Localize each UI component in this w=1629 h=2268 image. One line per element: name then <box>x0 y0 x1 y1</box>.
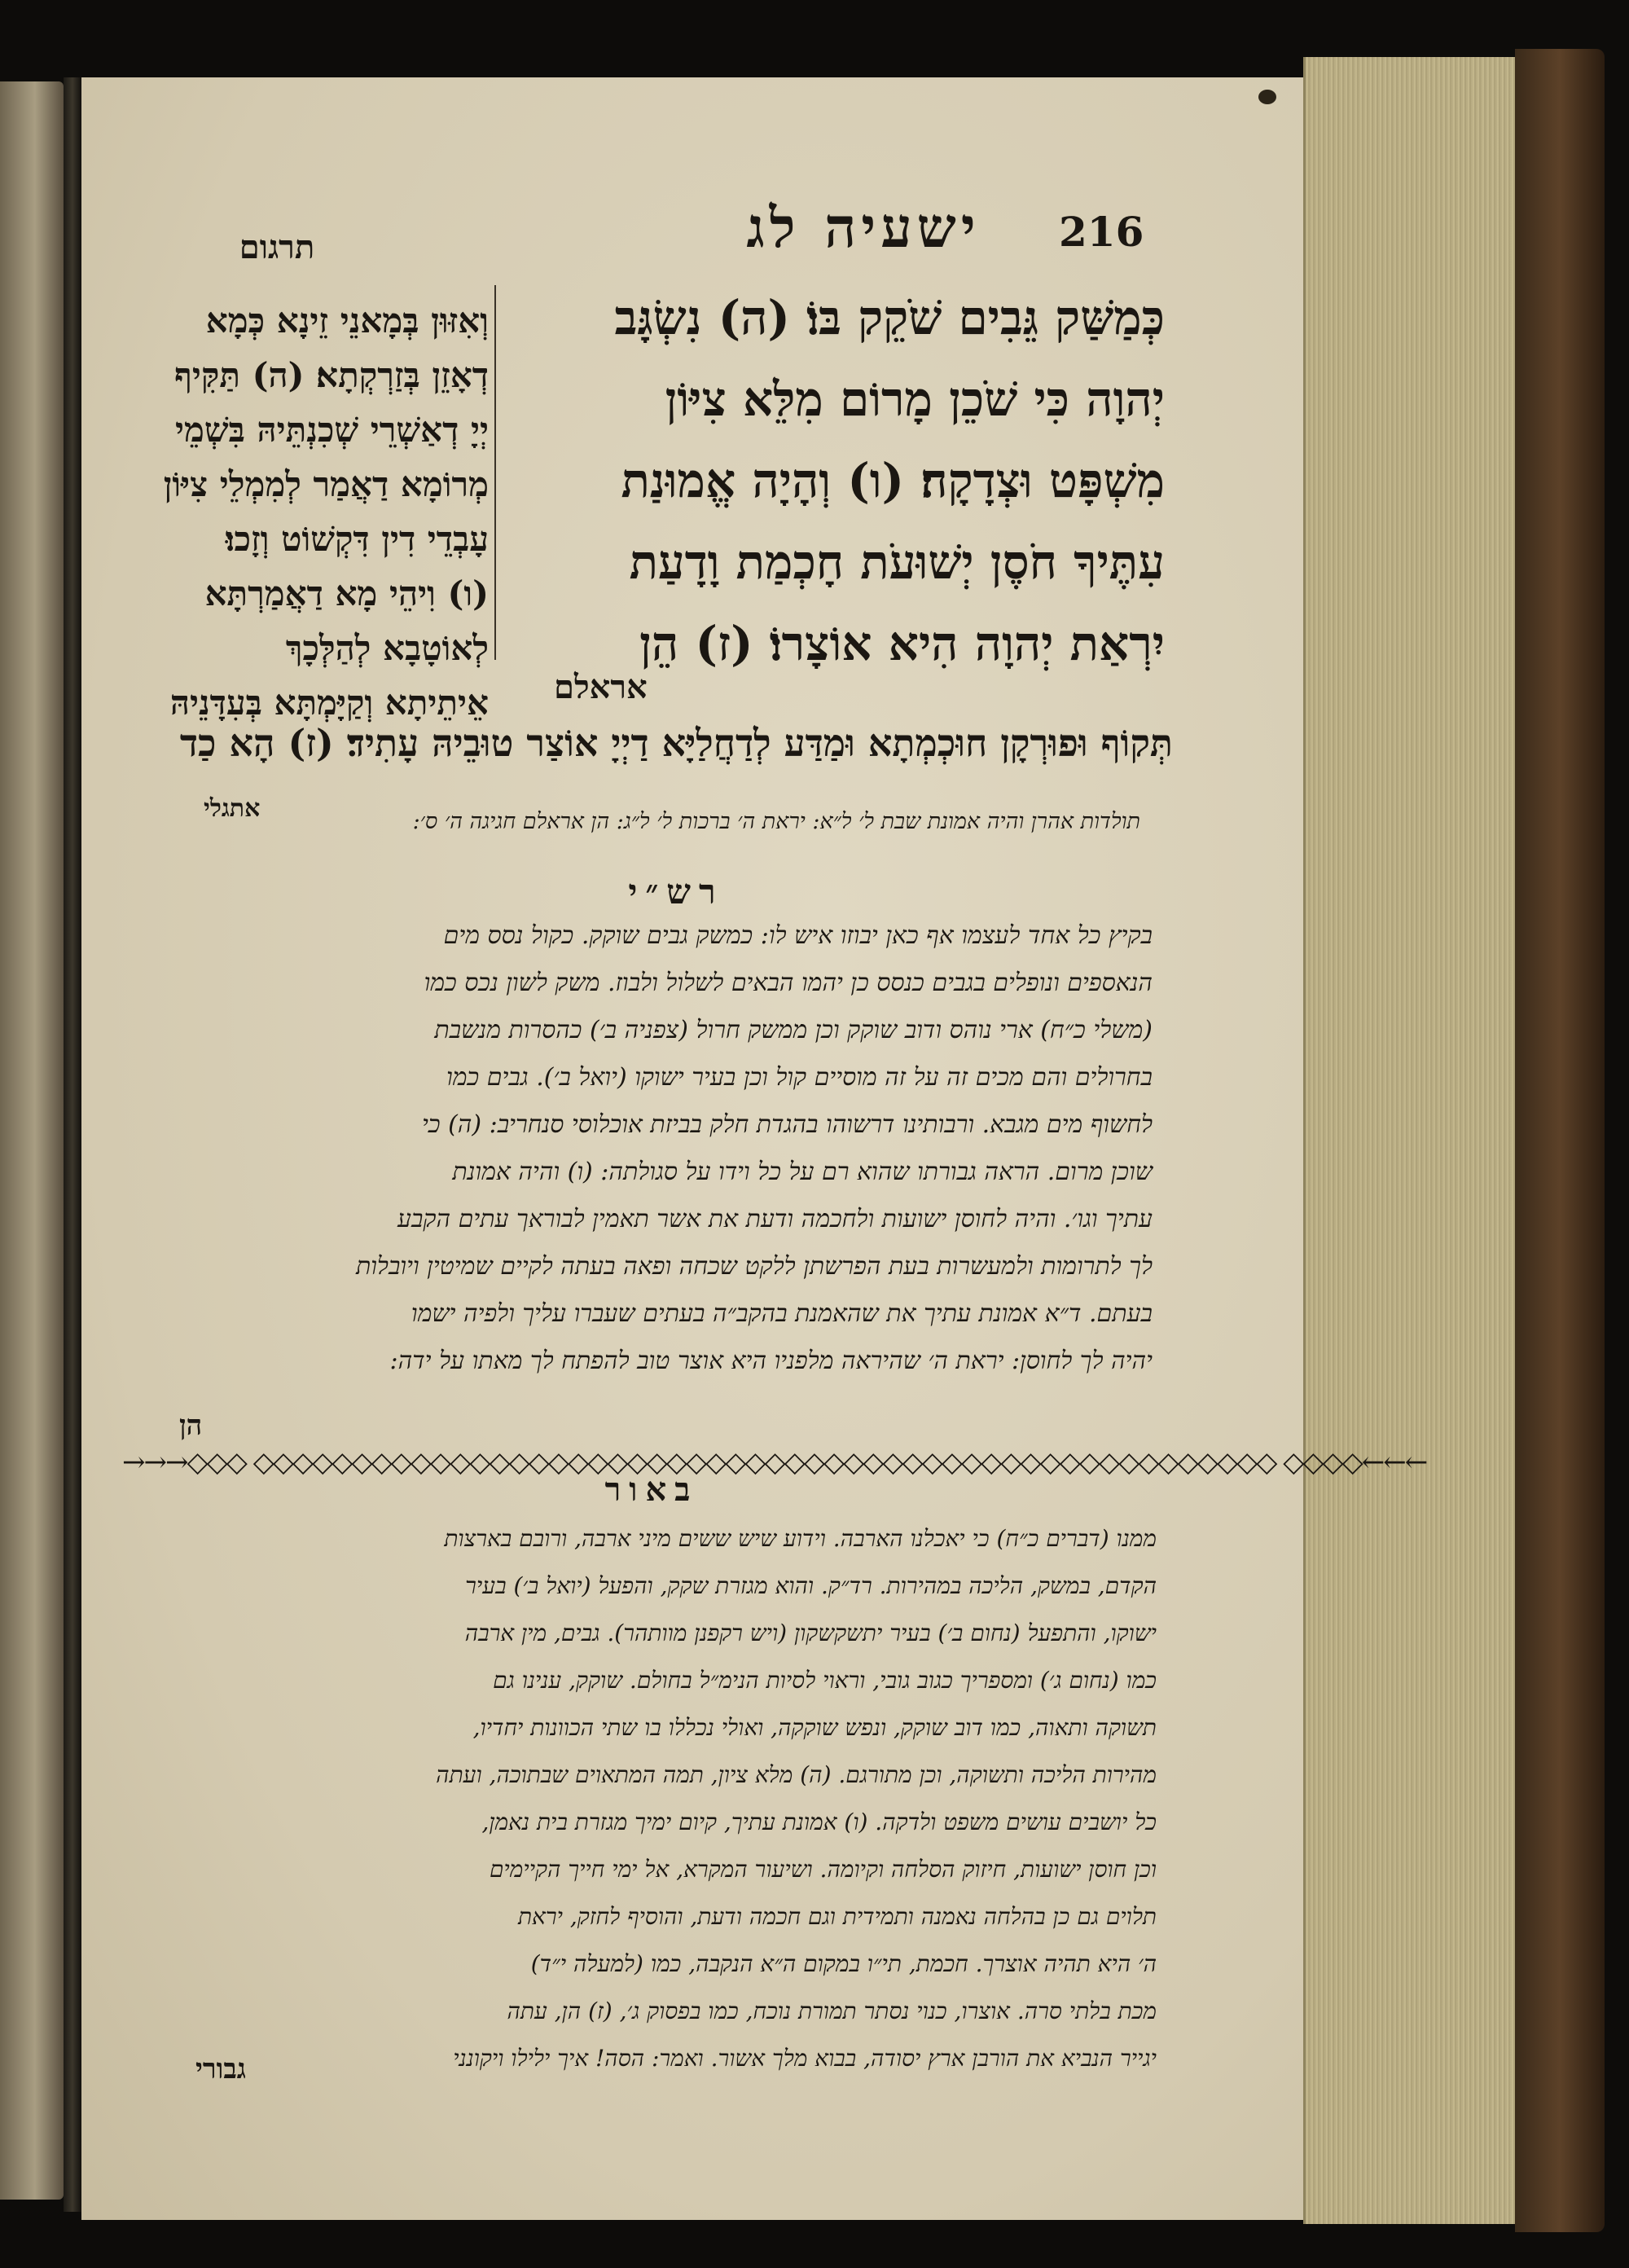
biur-line: ממנו (דברים כ״ח) כי יאכלנו הארבה. וידוע שיש ששים מיני ארבה, ורובם בארצות <box>444 1525 1157 1552</box>
targum-line: מְרוֹמָא דַאֲמַר לְמִמְלֵי צִיּוֹן <box>163 464 489 504</box>
verse-line: עִתֶּיךָ חֹסֶן יְשׁוּעֹת חָכְמַת וָדָעַת <box>629 534 1165 590</box>
biur-line: ישוקו, והתפעל (נחום ב׳) בעיר יתשקשקון (ויש רקפנן מוותהר). גבים, מין ארבה <box>464 1620 1157 1646</box>
biur-catchword: גבורי <box>195 2053 246 2086</box>
biur-line: ה׳ היא תהיה אוצרך. חכמת, תי״ו במקום ה״א הנקבה, כמו (למעלה י״ד) <box>530 1950 1157 1977</box>
targum-column-header: תרגום <box>239 228 315 266</box>
verse-line: יִרְאַת יְהוָה הִיא אוֹצָרוֹ׃ (ז) הֵן <box>639 616 1165 671</box>
verse-line: יְהוָה כִּי שֹׁכֵן מָרוֹם מִלֵּא צִיּוֹן <box>665 371 1165 427</box>
biur-line: כל יושבים עושים משפט ולדקה. (ו) אמונת עתיך, קיום ימיך מגזרת בית נאמן, <box>481 1809 1157 1835</box>
rashi-commentary <box>102 912 1153 1385</box>
verse-line: כְּמַשַּׁק גֵּבִים שֹׁקֵק בּוֹ׃ (ה) נִשְׂגָּב <box>614 290 1165 345</box>
biur-heading: באור <box>604 1470 699 1509</box>
targum-line: אֵיתֵיתָא וְקַיָּמְתָּא בְּעִדָּנֵיהּ <box>169 683 489 723</box>
biur-line: תשוקה ותאוה, כמו דוב שוקק, ונפש שוקקה, ואולי נכללו בו שתי הכוונות יחדיו, <box>472 1714 1157 1741</box>
rashi-line: בעתם. ד״א אמונת עתיך את שהאמנת בהקב״ה בעתים שעברו עליך ולפיה ישמו <box>411 1299 1153 1328</box>
biur-line: יגייר הנביא את הורבן ארץ יסודה, בבוא מלך אשור. ואמר: הסה! איך ילילו ויקונני <box>453 2045 1157 2072</box>
ornamental-divider: →→→◇◇◇ ◇◇◇◇◇◇◇◇◇◇◇◇◇◇◇◇◇◇◇◇◇◇◇◇◇◇◇◇◇◇◇◇◇◇◇◇◇◇◇◇◇◇◇◇◇◇◇◇◇◇◇◇ ◇◇◇◇←←← <box>122 1446 1427 1479</box>
rashi-line: הנאספים ונופלים בגבים כנסס כן יהמו הבאים לשלול ולבוז. משק לשון נכס כמו <box>424 969 1153 997</box>
rashi-line: לך לתרומות ולמעשרות בעת הפרשתן ללקט שכחה ופאה בעתה לקיים שמיטין ויובלות <box>355 1252 1153 1281</box>
page-number: 216 <box>1059 208 1144 256</box>
rashi-line: בחרולים והם מכים זה על זה מוסיים קול וכן בעיר ישוקו (יואל ב׳). גבים כמו <box>446 1063 1153 1092</box>
verse-line: מִשְׁפָּט וּצְדָקָה׃ (ו) וְהָיָה אֱמוּנַת <box>621 453 1165 508</box>
targum-line: (ו) וִיהֵי מָא דַאֲמַרְתָּא <box>204 574 489 613</box>
column-divider <box>494 285 496 660</box>
targum-line: וְאִזּוּן בְּמָאנֵי זֵינָא כְּמָא <box>205 301 489 341</box>
biur-commentary <box>106 1515 1157 2082</box>
biur-line: תלוים גם כן בהלחה נאמנה ותמידית וגם חכמה ודעת, והוסיף לחזק, יראת <box>517 1903 1157 1930</box>
verse-text-block <box>497 277 1165 684</box>
rashi-line: עתיך וגו׳. והיה לחוסן ישועות ולחכמה ודעת את אשר תאמין לבוראך עתים הקבע <box>397 1205 1153 1233</box>
biur-line: כמו (נחום ג׳) ומספריך כגוב גובי, וראוי לסיות הנימ״ל בחולם. שוקק, ענינו גם <box>493 1667 1157 1694</box>
biur-line: מכת בלתי סרה. אוצרו, כנוי נסתר תמורת נוכח, כמו בפסוק ג׳, (ז) הן, עתה <box>507 1998 1157 2024</box>
targum-continuation-line: תְּקוֹף וּפוּרְקָן חוּכְמְתָא וּמַדַּע לְדַחֲלַיָּא דַיְיָ אוֹצַר טוּבֵיהּ עָתִיד׃ (ז) הָא כַד <box>179 721 1173 765</box>
targum-catchword: אתגלי <box>204 794 261 823</box>
targum-text-block <box>98 293 489 730</box>
rashi-line: יהיה לך לחוסן: יראת ה׳ שהיראה מלפניו היא אוצר טוב להפתח לך מאתו על ידה: <box>389 1347 1153 1375</box>
verse-catchword: אראלם <box>554 668 648 706</box>
running-title: ישעיה לג <box>746 196 981 261</box>
biur-line: וכן חוסן ישועות, חיזוק הסלחה וקיומה. ושיעור המקרא, אל ימי חייך הקיימים <box>489 1856 1157 1883</box>
rashi-line: בקיץ כל אחד לעצמו אף כאן יבוזו איש לו: כמשק גבים שוקק. כקול נסס מים <box>443 921 1153 950</box>
paper-stain <box>1258 90 1276 104</box>
targum-line: לְאוֹטָבָא לְהַלְּכָךְ <box>285 628 489 668</box>
rashi-catchword: הן <box>179 1409 203 1442</box>
targum-line: עָבְדֵי דִין דִּקְשׁוֹט וְזָכוּ׃ <box>225 519 489 559</box>
rashi-line: לחשוף מים מגבא. ורבותינו דרשוהו בהגדת חלק בביזת אוכלוסי סנחריב: (ה) כי <box>422 1110 1153 1139</box>
biur-line: מהירות הליכה ותשוקה, וכן מתורגם. (ה) מלא ציון, תמה המתאוים שבתוכה, ועתה <box>436 1761 1157 1788</box>
targum-line: דְאָזֵן בְּזַרְקְתָא׃ (ה) תַּקִּיף <box>174 355 489 395</box>
rashi-line: שוכן מרום. הראה גבורתו שהוא רם על כל וידו על סגולתה: (ו) והיה אמונת <box>452 1158 1153 1186</box>
targum-line: יְיָ דְאַשְׁרֵי שְׁכִנְתֵּיהּ בִּשְׁמֵי <box>174 410 489 450</box>
biur-line: הקדם, במשק, הליכה במהירות. רד״ק. והוא מגזרת שקק, והפעל (יואל ב׳) בעיר <box>465 1572 1157 1599</box>
toldot-line: תולדות אהרן והיה אמונת שבת ל׳ ל״א: יראת ה׳ ברכות ל׳ ל״ג: הן אראלם חגיגה ה׳ ס׳: <box>412 809 1140 834</box>
toldot-aharon-reference <box>106 807 1140 837</box>
rashi-line: (משלי כ״ח) ארי נוהס ודוב שוקק וכן ממשק חרול (צפניה ב׳) כהסרות מנשבת <box>434 1016 1153 1044</box>
rashi-heading: רש״י <box>628 872 724 912</box>
